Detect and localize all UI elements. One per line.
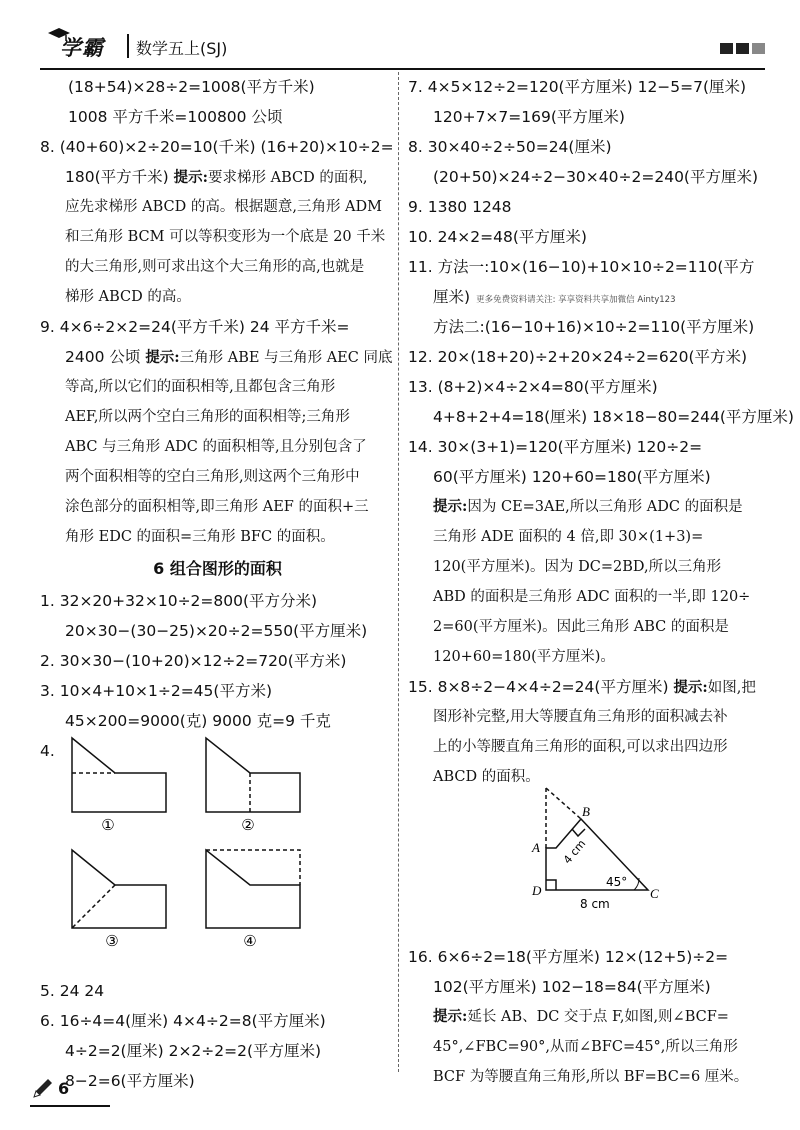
answer-line: 厘米) 更多免费资料请关注: 享享资料共享加微信 Ainty123: [433, 288, 676, 306]
answer-11: 11. 方法一:10×(16−10)+10×10÷2=110(平方: [408, 258, 755, 276]
tip-line: 120+60=180(平方厘米)。: [433, 649, 615, 665]
answer-line: 方法二:(16−10+16)×10÷2=110(平方厘米): [433, 318, 755, 336]
figure-3: [72, 850, 166, 928]
tip-line: BCF 为等腰直角三角形,所以 BF=BC=6 厘米。: [433, 1069, 749, 1085]
figure-label-3: ③: [105, 932, 119, 950]
tip-line: 涂色部分的面积相等,即三角形 AEF 的面积+三: [65, 499, 369, 515]
section-title: 6 组合图形的面积: [153, 559, 282, 578]
tip-line: 的大三角形,则可求出这个大三角形的高,也就是: [65, 259, 365, 275]
answer-13: 13. (8+2)×4÷2×4=80(平方厘米): [408, 378, 658, 396]
answer-14: 14. 30×(3+1)=120(平方厘米) 120÷2=: [408, 438, 703, 456]
tip-line: 梯形 ABCD 的高。: [65, 289, 191, 305]
tip-line: 45°,∠FBC=90°,从而∠BFC=45°,所以三角形: [433, 1039, 738, 1055]
tip-line: 提示:延长 AB、DC 交于点 F,如图,则∠BCF=: [433, 1008, 729, 1025]
answer-line: 4÷2=2(厘米) 2×2÷2=2(平方厘米): [65, 1042, 322, 1060]
answer-15: 15. 8×8÷2−4×4÷2=24(平方厘米) 提示:如图,把: [408, 678, 756, 696]
answer-10: 10. 24×2=48(平方厘米): [408, 228, 587, 246]
answer-line: (20+50)×24÷2−30×40÷2=240(平方厘米): [433, 168, 759, 186]
tip-text: 三角形 ABE 与三角形 AEC 同底: [179, 350, 393, 366]
page-header: [40, 30, 765, 66]
side-length-label: 4 cm: [560, 837, 589, 867]
page-footer: [30, 1075, 120, 1115]
tip-line: 120(平方厘米)。因为 DC=2BD,所以三角形: [433, 559, 722, 575]
tip-line: 图形补完整,用大等腰直角三角形的面积减去补: [433, 709, 728, 725]
q4-figures: [60, 730, 320, 950]
answer-9: 9. 1380 1248: [408, 198, 512, 216]
answer-line: 2400 公顷 提示:三角形 ABE 与三角形 AEC 同底: [65, 348, 393, 366]
header-rule: [40, 68, 765, 70]
page-number: 6: [58, 1079, 70, 1098]
tip-line: 三角形 ADE 面积的 4 倍,即 30×(1+3)=: [433, 529, 704, 545]
answer-1: 1. 32×20+32×10÷2=800(平方分米): [40, 592, 318, 610]
point-label-c: C: [650, 886, 659, 901]
figure-1: [72, 738, 166, 812]
tip-line: 上的小等腰直角三角形的面积,可以求出四边形: [433, 739, 728, 755]
answer-6: 6. 16÷4=4(厘米) 4×4÷2=8(平方厘米): [40, 1012, 326, 1030]
tip-line: ABD 的面积是三角形 ADC 面积的一半,即 120÷: [433, 589, 751, 605]
q15-triangle-figure: [520, 780, 690, 915]
tip-label: 提示:: [145, 349, 180, 366]
base-length-label: 8 cm: [580, 897, 610, 911]
right-column: [408, 72, 794, 1092]
answer-line: 120+7×7=169(平方厘米): [433, 108, 625, 126]
answer-16: 16. 6×6÷2=18(平方厘米) 12×(12+5)÷2=: [408, 948, 729, 966]
book-title: 数学五上(SJ): [136, 39, 228, 58]
point-label-d: D: [532, 883, 542, 898]
answer-line: (18+54)×28÷2=1008(平方千米): [68, 78, 315, 96]
angle-label: 45°: [606, 875, 628, 889]
answer-line: 4+8+2+4=18(厘米) 18×18−80=244(平方厘米): [433, 408, 794, 426]
tip-line: 提示:因为 CE=3AE,所以三角形 ADC 的面积是: [433, 498, 743, 515]
answer-line: 60(平方厘米) 120+60=180(平方厘米): [433, 468, 711, 486]
answer-2: 2. 30×30−(10+20)×12÷2=720(平方米): [40, 652, 347, 670]
header-squares: [720, 43, 765, 54]
answer-3: 3. 10×4+10×1÷2=45(平方米): [40, 682, 273, 700]
answer-line: 180(平方千米) 提示:要求梯形 ABCD 的面积,: [65, 168, 368, 186]
tip-line: 两个面积相等的空白三角形,则这两个三角形中: [65, 469, 360, 485]
tip-line: 等高,所以它们的面积相等,且都包含三角形: [65, 379, 336, 395]
answer-4: 4.: [40, 742, 55, 760]
pencil-icon: [30, 1075, 56, 1101]
answer-8: 8. (40+60)×2÷20=10(千米) (16+20)×10÷2=: [40, 138, 394, 156]
figure-4: [206, 850, 300, 928]
answer-line: 1008 平方千米=100800 公顷: [68, 108, 283, 126]
answer-7: 7. 4×5×12÷2=120(平方厘米) 12−5=7(厘米): [408, 78, 747, 96]
figure-label-4: ④: [243, 932, 257, 950]
answer-5: 5. 24 24: [40, 982, 105, 1000]
answer-9: 9. 4×6÷2×2=24(平方千米) 24 平方千米=: [40, 318, 350, 336]
point-label-b: B: [582, 804, 590, 819]
point-label-a: A: [532, 840, 540, 855]
tip-line: 2=60(平方厘米)。因此三角形 ABC 的面积是: [433, 619, 729, 635]
answer-line: 45×200=9000(克) 9000 克=9 千克: [65, 712, 331, 730]
brand-logo: 学霸: [60, 36, 104, 60]
tip-line: ABC 与三角形 ADC 的面积相等,且分别包含了: [65, 439, 367, 455]
answer-12: 12. 20×(18+20)÷2+20×24÷2=620(平方米): [408, 348, 748, 366]
tip-line: 角形 EDC 的面积=三角形 BFC 的面积。: [65, 529, 335, 545]
answer-line: 8−2=6(平方厘米): [65, 1072, 195, 1090]
tip-line: 应先求梯形 ABCD 的高。根据题意,三角形 ADM: [65, 199, 382, 215]
answer-8: 8. 30×40÷2÷50=24(厘米): [408, 138, 612, 156]
header-separator: [127, 34, 129, 58]
answer-line: 20×30−(30−25)×20÷2=550(平方厘米): [65, 622, 368, 640]
figure-label-2: ②: [241, 816, 255, 834]
tip-line: AEF,所以两个空白三角形的面积相等;三角形: [65, 409, 350, 425]
figure-label-1: ①: [101, 816, 115, 834]
tip-line: 和三角形 BCM 可以等积变形为一个底是 20 千米: [65, 229, 386, 245]
tip-text: 要求梯形 ABCD 的面积,: [207, 170, 368, 186]
figure-2: [206, 738, 300, 812]
column-divider: [398, 72, 399, 1072]
tip-label: 提示:: [173, 169, 208, 186]
answer-line: 102(平方厘米) 102−18=84(平方厘米): [433, 978, 711, 996]
tip-line: ABCD 的面积。: [433, 769, 540, 785]
watermark-note: 更多免费资料请关注: 享享资料共享加微信 Ainty123: [476, 295, 676, 305]
